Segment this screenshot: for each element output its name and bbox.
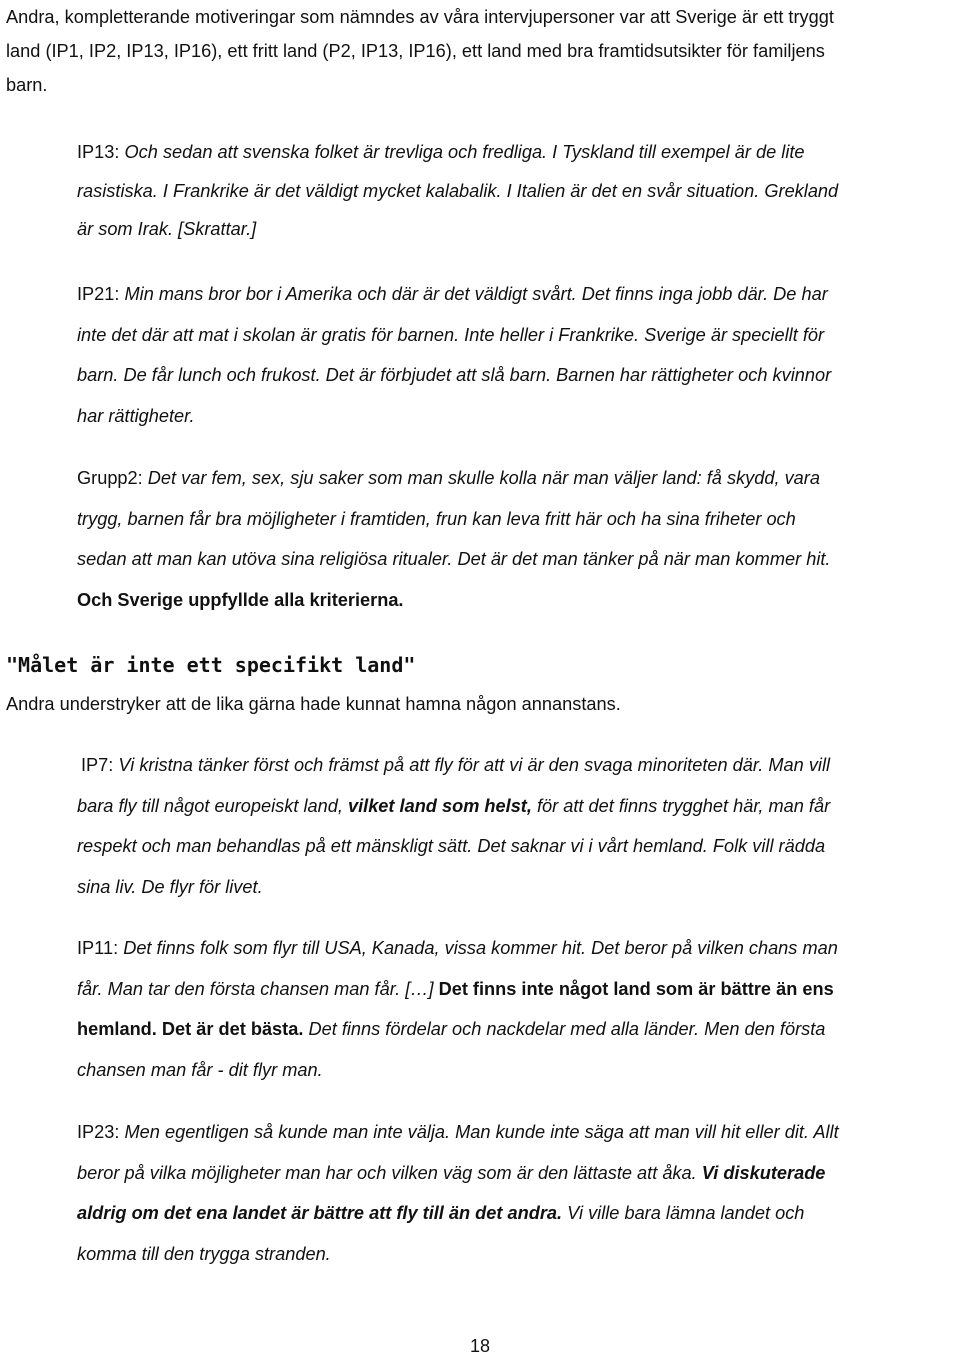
quote-text: för att det finns trygghet här, man får [536, 795, 831, 816]
quote-text: sedan att man kan utöva sina religiösa ritualer. Det är det man tänker på när man kommer hit. [77, 549, 831, 570]
quote-emphasis: Vi diskuterade [701, 1162, 826, 1183]
quote-text: har rättigheter. [77, 405, 195, 426]
quote-text: bara fly till något europeiskt land, [77, 795, 343, 816]
quote-text: chansen man får - dit flyr man. [77, 1060, 323, 1081]
intro-line: land (IP1, IP2, IP13, IP16), ett fritt land (P2, IP13, IP16), ett land med bra framtidsutsikter för familjens [6, 41, 825, 61]
quote-text: får. Man tar den första chansen man får. […] [77, 978, 434, 999]
quote-text: inte det där att mat i skolan är gratis för barnen. Inte heller i Frankrike. Sverige är speciellt för [77, 324, 825, 345]
page-number: 18 [469, 1336, 491, 1356]
quote-ip7 [77, 745, 831, 908]
quote-label: IP23: [77, 1122, 120, 1142]
quote-text: trygg, barnen får bra möjligheter i framtiden, frun kan leva fritt här och ha sina friheter och [77, 508, 796, 529]
quote-ip21 [77, 274, 831, 436]
quote-emphasis: vilket land som helst, [347, 795, 532, 816]
intro-line: barn. [6, 75, 48, 95]
quote-grupp2 [77, 458, 830, 621]
quote-text: sina liv. De flyr för livet. [77, 877, 263, 898]
section-heading: "Målet är inte ett specifikt land" [6, 653, 416, 677]
quote-text: beror på vilka möjligheter man har och vilken väg som är den lättaste att åka. [77, 1162, 697, 1183]
quote-text: Det finns fördelar och nackdelar med alla länder. Men den första [308, 1019, 826, 1040]
intro-paragraph [6, 0, 834, 102]
quote-label: IP13: [77, 142, 120, 162]
quote-label: IP21: [77, 284, 120, 304]
quote-label: Grupp2: [77, 468, 143, 488]
quote-emphasis: Det finns inte något land som är bättre än ens [438, 978, 834, 999]
quote-ip11 [77, 928, 838, 1091]
quote-emphasis: Och Sverige uppfyllde alla kriterierna. [77, 590, 404, 611]
quote-text: Vi kristna tänker först och främst på att fly för att vi är den svaga minoriteten där. Man vill [118, 755, 831, 775]
quote-text: Det finns folk som flyr till USA, Kanada, vissa kommer hit. Det beror på vilken chans man [123, 938, 838, 958]
quote-ip23 [77, 1112, 839, 1275]
quote-text: komma till den trygga stranden. [77, 1244, 331, 1265]
quote-text: Det var fem, sex, sju saker som man skulle kolla när man väljer land: få skydd, vara [147, 468, 820, 488]
quote-text: Och sedan att svenska folket är trevliga och fredliga. I Tyskland till exempel är de lite [124, 142, 805, 162]
section-subtext: Andra understryker att de lika gärna hade kunnat hamna någon annanstans. [6, 694, 621, 714]
quote-text: barn. De får lunch och frukost. Det är förbjudet att slå barn. Barnen har rättigheter och kvinnor [77, 365, 832, 385]
quote-label: IP11: [77, 938, 119, 958]
quote-text: Men egentligen så kunde man inte välja. Man kunde inte säga att man vill hit eller dit. Allt [124, 1122, 839, 1142]
quote-label: IP7: [81, 755, 114, 775]
quote-text: Min mans bror bor i Amerika och där är det väldigt svårt. Det finns inga jobb där. De har [124, 284, 828, 304]
quote-text: respekt och man behandlas på ett mänskligt sätt. Det saknar vi i vårt hemland. Folk vill rädda [77, 836, 826, 857]
quote-emphasis: aldrig om det ena landet är bättre att fly till än det andra. [77, 1203, 563, 1224]
quote-text: Vi ville bara lämna landet och [567, 1203, 805, 1224]
intro-line: Andra, kompletterande motiveringar som nämndes av våra intervjupersoner var att Sverige är ett tryggt [6, 7, 834, 27]
quote-text: rasistiska. I Frankrike är det väldigt mycket kalabalik. I Italien är det en svår situation. Grekland [77, 180, 839, 201]
quote-emphasis: hemland. Det är det bästa. [77, 1019, 304, 1040]
quote-text: är som Irak. [Skrattar.] [77, 219, 257, 239]
quote-ip13 [77, 133, 838, 249]
